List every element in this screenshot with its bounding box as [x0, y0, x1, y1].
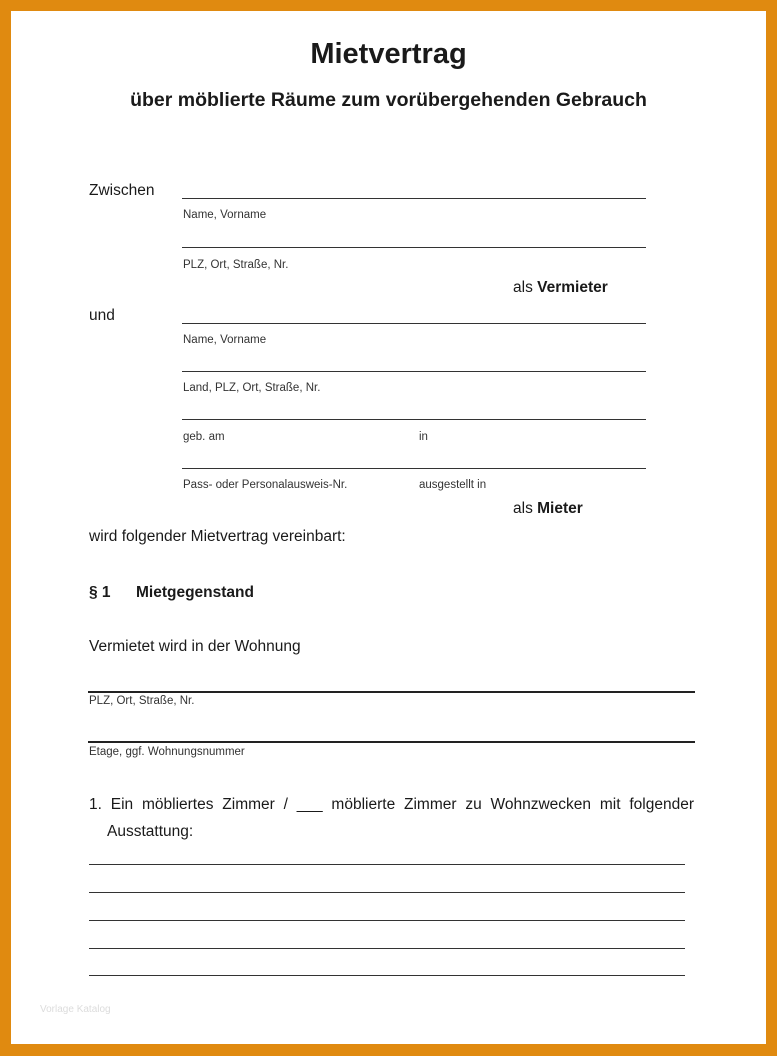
tenant-address-line[interactable]: [182, 371, 646, 372]
apartment-floor-line[interactable]: [88, 741, 695, 743]
document-subtitle: über möblierte Räume zum vorübergehenden Gebrauch: [130, 89, 647, 111]
landlord-role: [513, 279, 608, 297]
tenant-birthdate-caption: geb. am: [183, 431, 225, 443]
landlord-role-name: Vermieter: [537, 279, 608, 296]
landlord-address-caption: PLZ, Ort, Straße, Nr.: [183, 259, 289, 271]
apartment-floor-caption: Etage, ggf. Wohnungsnummer: [89, 746, 245, 758]
item1-continuation: Ausstattung:: [107, 823, 194, 840]
landlord-name-line[interactable]: [182, 198, 646, 199]
section-heading: Mietgegenstand: [136, 584, 254, 601]
tenant-id-caption: Pass- oder Personalausweis-Nr.: [183, 479, 348, 491]
tenant-name-line[interactable]: [182, 323, 646, 324]
und-label: und: [89, 307, 115, 324]
equipment-line-2[interactable]: [89, 892, 685, 893]
apartment-address-line[interactable]: [88, 691, 695, 693]
landlord-name-caption: Name, Vorname: [183, 209, 267, 221]
equipment-line-5[interactable]: [89, 975, 685, 976]
landlord-role-prefix: als: [513, 279, 533, 296]
tenant-name-caption: Name, Vorname: [183, 334, 267, 346]
item1-text: 1. Ein möbliertes Zimmer / ___ möblierte Zimmer zu Wohnzwecken mit folgender: [89, 796, 694, 813]
zwischen-label: Zwischen: [89, 182, 155, 199]
tenant-birth-line[interactable]: [182, 419, 646, 420]
apartment-address-caption: PLZ, Ort, Straße, Nr.: [89, 695, 195, 707]
tenant-id-line[interactable]: [182, 468, 646, 469]
section-number: § 1: [89, 584, 111, 601]
watermark: Vorlage Katalog: [40, 1004, 111, 1015]
tenant-role-prefix: als: [513, 500, 533, 517]
tenant-role-name: Mieter: [537, 500, 583, 517]
tenant-address-caption: Land, PLZ, Ort, Straße, Nr.: [183, 382, 321, 394]
tenant-id-issued-caption: ausgestellt in: [419, 479, 487, 491]
document-title: Mietvertrag: [310, 38, 467, 70]
equipment-line-1[interactable]: [89, 864, 685, 865]
section1-intro: Vermietet wird in der Wohnung: [89, 638, 301, 655]
equipment-line-3[interactable]: [89, 920, 685, 921]
tenant-role: [513, 500, 583, 518]
equipment-line-4[interactable]: [89, 948, 685, 949]
landlord-address-line[interactable]: [182, 247, 646, 248]
agreement-text: wird folgender Mietvertrag vereinbart:: [89, 528, 346, 545]
tenant-birthplace-caption: in: [419, 431, 428, 443]
